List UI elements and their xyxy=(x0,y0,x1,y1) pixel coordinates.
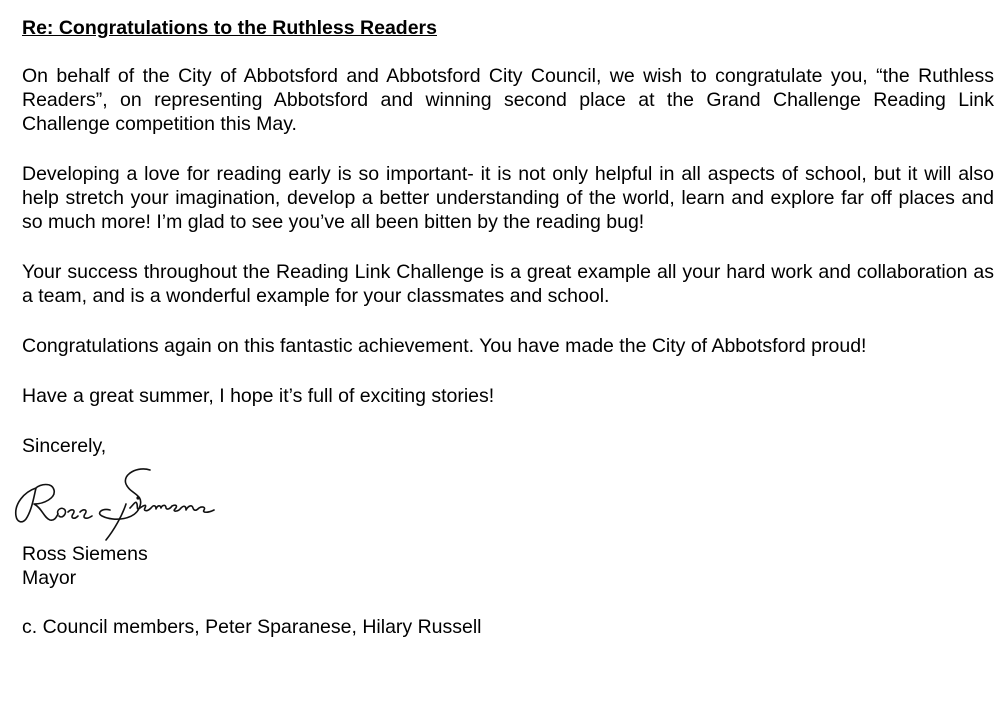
letter-subject: Re: Congratulations to the Ruthless Readers xyxy=(22,17,437,39)
letter-body xyxy=(22,16,994,458)
handwritten-signature xyxy=(10,464,220,544)
signer-block xyxy=(22,542,148,590)
cc-line: c. Council members, Peter Sparanese, Hilary Russell xyxy=(22,616,482,638)
paragraph-success: Your success throughout the Reading Link Challenge is a great example all your hard work and collaboration as a team, and is a wonderful example for your classmates and school. xyxy=(22,261,994,307)
closing: Sincerely, xyxy=(22,435,107,457)
paragraph-congratulations: On behalf of the City of Abbotsford and Abbotsford City Council, we wish to congratulate you, “the Ruthless Readers”, on representing Abbotsford and winning second place at the Grand Challenge Reading Link Challenge competition this May. xyxy=(22,65,994,135)
paragraph-proud: Congratulations again on this fantastic achievement. You have made the City of Abbotsford proud! xyxy=(22,335,867,357)
paragraph-love-of-reading: Developing a love for reading early is so important- it is not only helpful in all aspects of school, but it will also help stretch your imagination, develop a better understanding of the world, learn and explore far off places and so much more! I’m glad to see you’ve all been bitten by the reading bug! xyxy=(22,163,994,233)
paragraph-summer: Have a great summer, I hope it’s full of exciting stories! xyxy=(22,385,495,407)
signer-title: Mayor xyxy=(22,567,77,589)
signer-name: Ross Siemens xyxy=(22,543,148,565)
